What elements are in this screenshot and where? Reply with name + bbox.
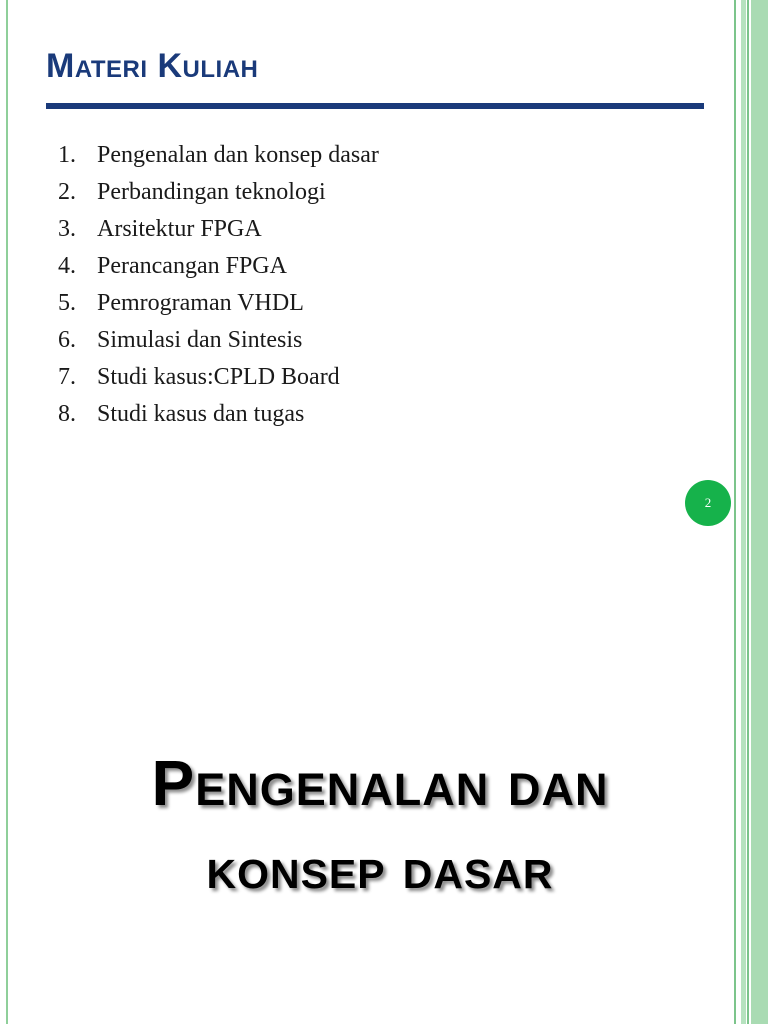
section-heading-line2: konsep dasar	[206, 836, 554, 901]
list-text: Pemrograman VHDL	[97, 290, 304, 316]
list-item	[58, 212, 379, 249]
list-item	[58, 175, 379, 212]
list-number: 1.	[58, 142, 76, 168]
list-item	[58, 323, 379, 360]
list-number: 3.	[58, 216, 76, 242]
list-number: 7.	[58, 364, 76, 390]
list-text: Arsitektur FPGA	[97, 216, 262, 242]
title-underline	[46, 103, 704, 109]
list-number: 5.	[58, 290, 76, 316]
list-number: 8.	[58, 401, 76, 427]
list-text: Perancangan FPGA	[97, 253, 287, 279]
slide-title: Materi Kuliah	[46, 47, 259, 85]
section-heading-line1: Pengenalan dan	[151, 747, 609, 819]
page-number-badge: 2	[685, 480, 731, 526]
list-number: 6.	[58, 327, 76, 353]
list-item	[58, 138, 379, 175]
list-item	[58, 249, 379, 286]
list-item	[58, 360, 379, 397]
list-text: Pengenalan dan konsep dasar	[97, 142, 379, 168]
section-heading	[0, 740, 760, 912]
list-text: Perbandingan teknologi	[97, 179, 326, 205]
list-item	[58, 286, 379, 323]
list-number: 2.	[58, 179, 76, 205]
list-number: 4.	[58, 253, 76, 279]
list-text: Studi kasus dan tugas	[97, 401, 305, 427]
topic-list	[58, 138, 379, 434]
list-item	[58, 397, 379, 434]
list-text: Studi kasus:CPLD Board	[97, 364, 340, 390]
list-text: Simulasi dan Sintesis	[97, 327, 303, 353]
